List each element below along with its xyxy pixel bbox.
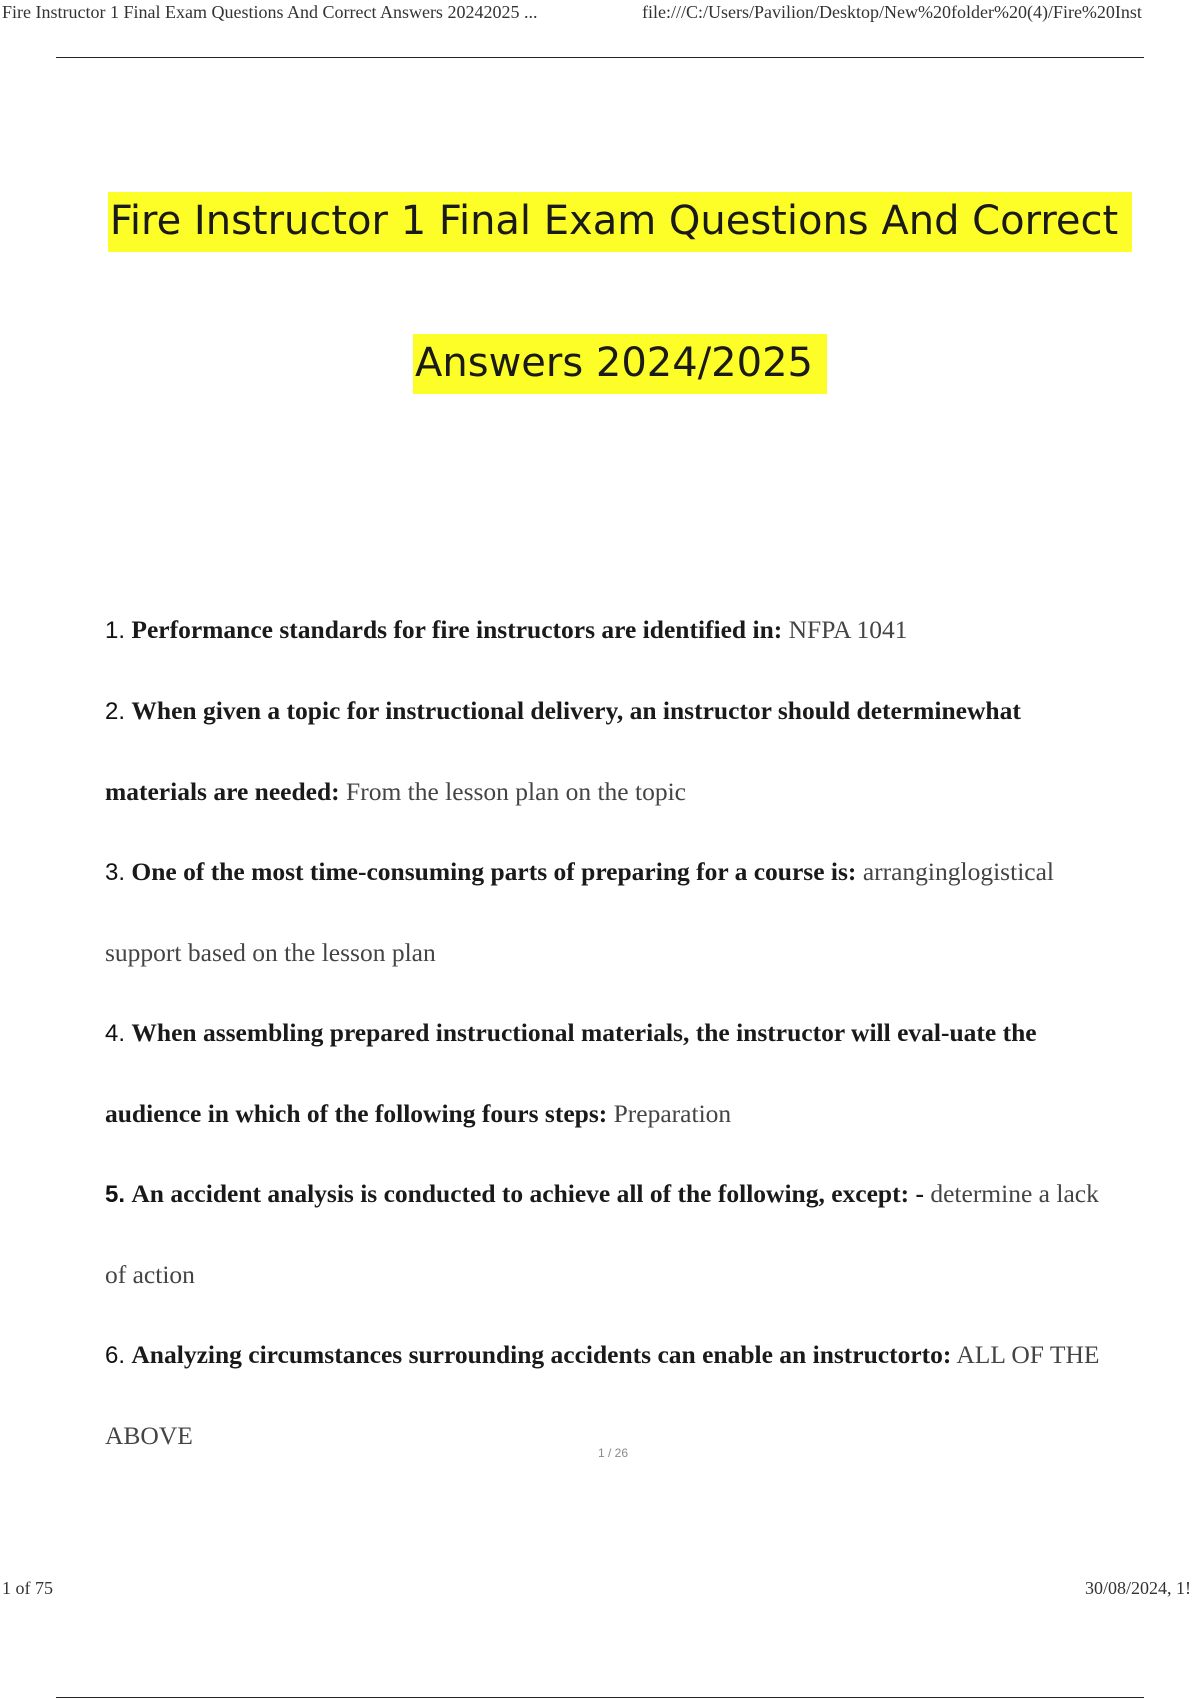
- question-stem: Analyzing circumstances surrounding accidents can enable an instructorto:: [131, 1340, 952, 1369]
- print-footer-datetime: 30/08/2024, 1!: [1085, 1578, 1191, 1598]
- question-item: [105, 671, 1125, 832]
- print-header-url: file:///C:/Users/Pavilion/Desktop/New%20folder%20(4)/Fire%20Inst: [642, 2, 1142, 22]
- question-stem: Performance standards for fire instructors are identified in:: [131, 615, 783, 644]
- question-number: 3.: [105, 859, 126, 886]
- question-number: 5.: [105, 1181, 126, 1208]
- question-answer: arranginglogistical support based on the lesson plan: [105, 857, 1055, 967]
- question-number: 2.: [105, 698, 126, 725]
- header-divider: [56, 57, 1144, 58]
- print-header-title: Fire Instructor 1 Final Exam Questions And Correct Answers 20242025 ...: [2, 2, 538, 22]
- question-number: 1.: [105, 617, 126, 644]
- question-item: [105, 1154, 1125, 1315]
- question-answer: NFPA 1041: [788, 615, 908, 644]
- print-header: [0, 0, 1200, 28]
- question-item: [105, 590, 1125, 671]
- question-item: [105, 832, 1125, 993]
- footer-divider: [56, 1697, 1144, 1698]
- question-answer: ALL OF THE ABOVE: [105, 1340, 1100, 1450]
- question-answer: Preparation: [613, 1099, 732, 1128]
- question-number: 4.: [105, 1020, 126, 1047]
- question-stem: One of the most time-consuming parts of preparing for a course is:: [131, 857, 857, 886]
- page-indicator: 1 / 26: [597, 1446, 629, 1460]
- document-title-text-2: Answers 2024/2025: [413, 334, 827, 394]
- question-item: [105, 993, 1125, 1154]
- document-title-text-1: Fire Instructor 1 Final Exam Questions And Correct: [108, 192, 1132, 252]
- document-title-line-1: [0, 198, 1200, 244]
- question-number: 6.: [105, 1342, 126, 1369]
- question-stem: When given a topic for instructional delivery, an instructor should determinewhat materials are needed:: [105, 696, 1021, 806]
- question-list: [105, 590, 1125, 1476]
- document-title-line-2: [0, 340, 1200, 386]
- question-answer: determine a lack of action: [105, 1179, 1099, 1289]
- print-footer-page-count: 1 of 75: [2, 1578, 53, 1598]
- question-stem: An accident analysis is conducted to achieve all of the following, except: -: [131, 1179, 924, 1208]
- question-stem: When assembling prepared instructional materials, the instructor will eval-uate the audience in which of the following fours steps:: [105, 1018, 1037, 1128]
- question-answer: From the lesson plan on the topic: [346, 777, 686, 806]
